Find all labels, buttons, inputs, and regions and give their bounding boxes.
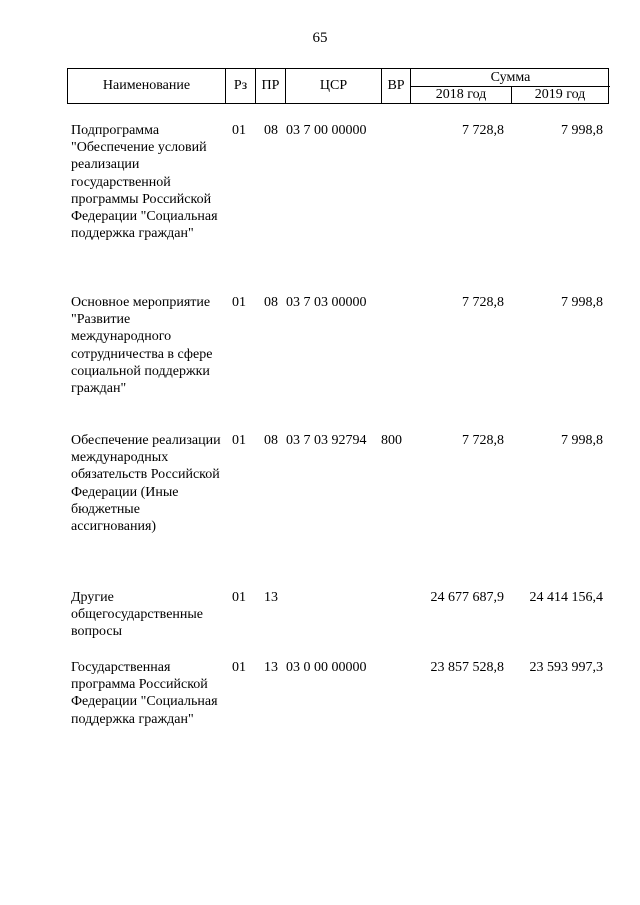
- row-rz: 01: [232, 590, 246, 605]
- row-sum-2018: 7 728,8: [462, 295, 504, 310]
- header-year-2018: 2018 год: [410, 87, 511, 103]
- row-name: Государственная программа Российской Федерации "Социальная поддержка граждан": [71, 660, 218, 727]
- row-sum-2019: 24 414 156,4: [529, 590, 603, 605]
- row-csr: 03 7 03 00000: [286, 295, 367, 310]
- row-pr: 13: [264, 590, 278, 605]
- row-csr: 03 7 03 92794: [286, 433, 367, 448]
- row-name: Основное мероприятие "Развитие международного сотрудничества в сфере социальной поддержки граждан": [71, 295, 213, 397]
- header-name: Наименование: [102, 78, 191, 93]
- row-sum-2018: 7 728,8: [462, 123, 504, 138]
- header-csr: ЦСР: [285, 69, 381, 103]
- row-pr: 08: [264, 123, 278, 138]
- row-pr: 13: [264, 660, 278, 675]
- row-pr: 08: [264, 295, 278, 310]
- row-vr: 800: [381, 433, 402, 448]
- row-pr: 08: [264, 433, 278, 448]
- row-sum-2019: 7 998,8: [561, 295, 603, 310]
- row-rz: 01: [232, 433, 246, 448]
- row-sum-2018: 7 728,8: [462, 433, 504, 448]
- row-csr: 03 0 00 00000: [286, 660, 367, 675]
- row-sum-2019: 7 998,8: [561, 123, 603, 138]
- header-rz: Рз: [225, 69, 255, 103]
- table-header: [67, 68, 609, 104]
- row-name: Обеспечение реализации международных обязательств Российской Федерации (Иные бюджетные ассигнования): [71, 433, 221, 535]
- header-vr: ВР: [381, 69, 410, 103]
- row-sum-2018: 24 677 687,9: [430, 590, 504, 605]
- row-sum-2018: 23 857 528,8: [430, 660, 504, 675]
- page-number: 65: [312, 30, 328, 46]
- row-name: Другие общегосударственные вопросы: [71, 590, 204, 640]
- header-pr: ПР: [255, 69, 285, 103]
- row-sum-2019: 23 593 997,3: [529, 660, 603, 675]
- header-year-2019: 2019 год: [511, 87, 608, 103]
- row-csr: 03 7 00 00000: [286, 123, 367, 138]
- row-rz: 01: [232, 660, 246, 675]
- row-sum-2019: 7 998,8: [561, 433, 603, 448]
- row-name: Подпрограмма "Обеспечение условий реализации государственной программы Российской Федерации "Социальная поддержка граждан": [71, 123, 218, 242]
- header-sum: Сумма: [410, 69, 610, 87]
- row-rz: 01: [232, 295, 246, 310]
- row-rz: 01: [232, 123, 246, 138]
